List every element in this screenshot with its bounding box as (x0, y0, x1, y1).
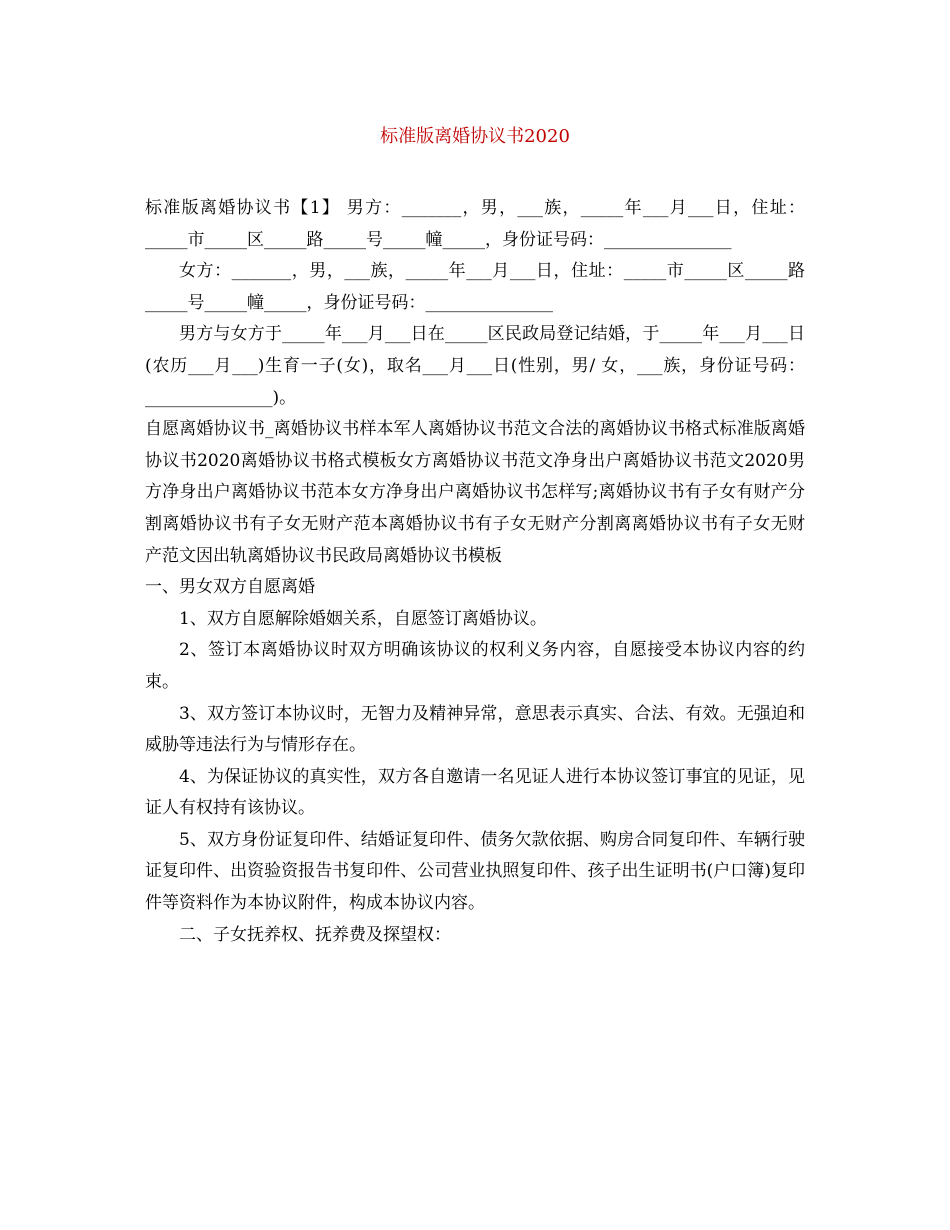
paragraph: 标准版离婚协议书【1】 男方：_______，男，___族，_____年___月___日，住址：_____市_____区_____路_____号_____幢_____，身份证号码：_______________ (145, 198, 805, 250)
paragraph: 4、为保证协议的真实性，双方各自邀请一名见证人进行本协议签订事宜的见证，见证人有权持有该协议。 (145, 766, 805, 819)
paragraph: 一、男女双方自愿离婚 (145, 577, 315, 598)
paragraph: 女方：_______，男，___族，_____年___月___日，住址：_____市_____区_____路_____号_____幢_____，身份证号码：_______________ (145, 261, 805, 313)
document-body (145, 193, 805, 951)
paragraph: 2、签订本离婚协议时双方明确该协议的权利义务内容，自愿接受本协议内容的约束。 (145, 640, 805, 692)
paragraph: 5、双方身份证复印件、结婚证复印件、债务欠款依据、购房合同复印件、车辆行驶证复印件、出资验资报告书复印件、公司营业执照复印件、孩子出生证明书(户口簿)复印件等资料作为本协议附件，构成本协议内容。 (145, 829, 805, 914)
document-title: 标准版离婚协议书2020 (380, 126, 570, 147)
paragraph: 自愿离婚协议书_离婚协议书样本军人离婚协议书范文合法的离婚协议书格式标准版离婚协议书2020离婚协议书格式模板女方离婚协议书范文净身出户离婚协议书范文2020男方净身出户离婚协议书范本女方净身出户离婚协议书怎样写;离婚协议书有子女有财产分割离婚协议书有子女无财产范本离婚协议书有子女无财产分割离离婚协议书有子女无财产范文因出轨离婚协议书民政局离婚协议书模板 (145, 419, 805, 566)
paragraph: 1、双方自愿解除婚姻关系，自愿签订离婚协议。 (179, 608, 547, 629)
paragraph: 3、双方签订本协议时，无智力及精神异常，意思表示真实、合法、有效。无强迫和威胁等违法行为与情形存在。 (145, 703, 805, 756)
paragraph: 二、子女抚养权、抚养费及探望权： (179, 924, 451, 945)
paragraph: 男方与女方于_____年___月___日在_____区民政局登记结婚，于_____年___月___日(农历___月___)生育一子(女)，取名___月___日(性别，男/ 女，___族，身份证号码：_______________)。 (145, 324, 805, 408)
